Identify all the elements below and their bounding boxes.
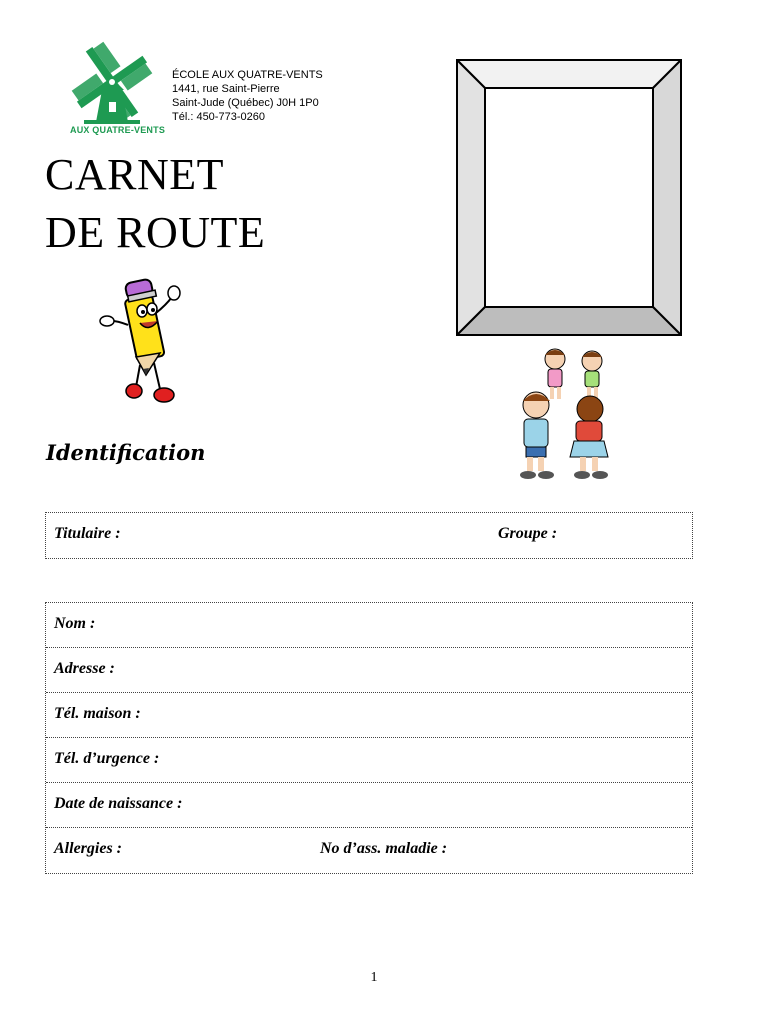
emergency-phone-row [46,738,692,783]
class-info-box [45,512,693,559]
birthdate-row [46,783,692,828]
address-row [46,648,692,693]
address-label: Adresse : [54,660,115,677]
document-title [45,146,265,262]
teacher-label: Titulaire : [54,525,121,542]
school-phone: Tél.: 450-773-0260 [172,111,265,123]
home-phone-row [46,693,692,738]
school-street: 1441, rue Saint-Pierre [172,83,280,95]
class-info-row [46,513,692,558]
name-row [46,603,692,648]
page-number: 1 [370,970,378,985]
school-address-block [172,68,323,124]
health-insurance-label: No d’ass. maladie : [320,840,448,857]
title-line-1: CARNET [45,150,224,199]
windmill-logo [62,40,158,136]
photo-frame [456,59,682,336]
title-line-2: DE ROUTE [45,208,266,257]
birthdate-label: Date de naissance : [54,795,183,812]
section-title-identification: Identification [46,440,206,465]
allergies-row [46,828,692,873]
student-info-box [45,602,693,874]
pencil-mascot-illustration [98,275,188,410]
children-illustration [510,345,625,485]
school-name: ÉCOLE AUX QUATRE-VENTS [172,69,323,81]
emergency-phone-label: Tél. d’urgence : [54,750,160,767]
allergies-label: Allergies : [54,840,122,857]
home-phone-label: Tél. maison : [54,705,141,722]
school-city: Saint-Jude (Québec) J0H 1P0 [172,97,319,109]
group-label: Groupe : [498,525,558,542]
name-label: Nom : [54,615,96,632]
logo-caption: AUX QUATRE-VENTS [70,125,166,135]
